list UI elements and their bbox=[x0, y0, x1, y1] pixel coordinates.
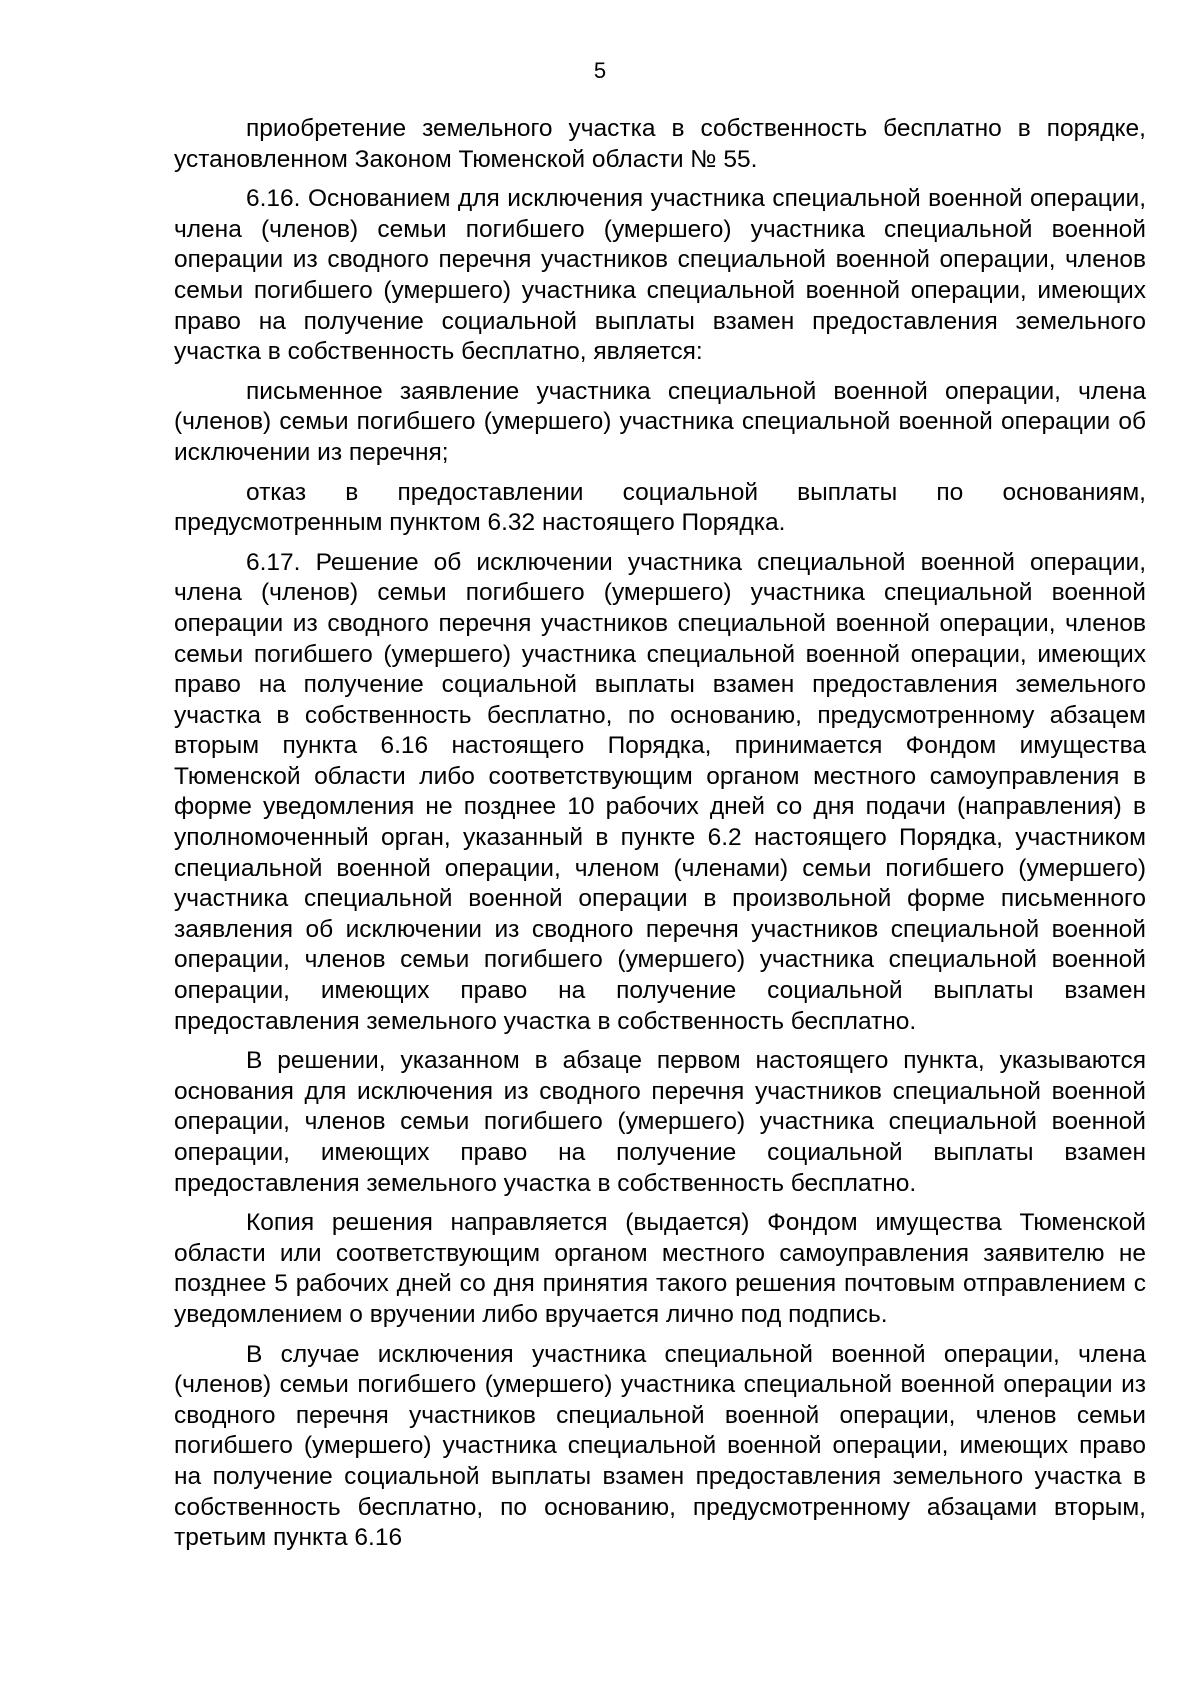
paragraph: письменное заявление участника специальной военной операции, члена (членов) семьи погибшего (умершего) участника специальной военной операции об исключении из перечня; bbox=[174, 377, 1146, 466]
document-body bbox=[174, 114, 1146, 1563]
paragraph: отказ в предоставлении социальной выплаты по основаниям, предусмотренным пунктом 6.32 настоящего Порядка. bbox=[174, 478, 1146, 537]
paragraph: 6.16. Основанием для исключения участника специальной военной операции, члена (членов) семьи погибшего (умершего) участника специальной военной операции из сводного перечня участников специальной военной операции, членов семьи погибшего (умершего) участника специальной военной операции, имеющих право на получение социальной выплаты взамен предоставления земельного участка в собственность бесплатно, является: bbox=[174, 185, 1146, 366]
paragraph: 6.17. Решение об исключении участника специальной военной операции, члена (членов) семьи погибшего (умершего) участника специальной военной операции из сводного перечня участников специальной военной операции, членов семьи погибшего (умершего) участника специальной военной операции, имеющих право на получение социальной выплаты взамен предоставления земельного участка в собственность бесплатно, по основанию, предусмотренному абзацем вторым пункта 6.16 настоящего Порядка, принимается Фондом имущества Тюменской области либо соответствующим органом местного самоуправления в форме уведомления не позднее 10 рабочих дней со дня подачи (направления) в уполномоченный орган, указанный в пункте 6.2 настоящего Порядка, участником специальной военной операции, членом (членами) семьи погибшего (умершего) участника специальной военной операции в произвольной форме письменного заявления об исключении из сводного перечня участников специальной военной операции, членов семьи погибшего (умершего) участника специальной военной операции, имеющих право на получение социальной выплаты взамен предоставления земельного участка в собственность бесплатно. bbox=[174, 548, 1146, 1035]
paragraph: Копия решения направляется (выдается) Фондом имущества Тюменской области или соответствующим органом местного самоуправления заявителю не позднее 5 рабочих дней со дня принятия такого решения почтовым отправлением с уведомлением о вручении либо вручается лично под подпись. bbox=[174, 1209, 1146, 1328]
page-number: 5 bbox=[593, 58, 607, 83]
paragraph: В случае исключения участника специальной военной операции, члена (членов) семьи погибшего (умершего) участника специальной военной операции из сводного перечня участников специальной военной операции, членов семьи погибшего (умершего) участника специальной военной операции, имеющих право на получение социальной выплаты взамен предоставления земельного участка в собственность бесплатно, по основанию, предусмотренному абзацами вторым, третьим пункта 6.16 bbox=[174, 1340, 1146, 1552]
paragraph: В решении, указанном в абзаце первом настоящего пункта, указываются основания для исключения из сводного перечня участников специальной военной операции, членов семьи погибшего (умершего) участника специальной военной операции, имеющих право на получение социальной выплаты взамен предоставления земельного участка в собственность бесплатно. bbox=[174, 1047, 1146, 1197]
paragraph: приобретение земельного участка в собственность бесплатно в порядке, установленном Законом Тюменской области № 55. bbox=[174, 115, 1146, 173]
